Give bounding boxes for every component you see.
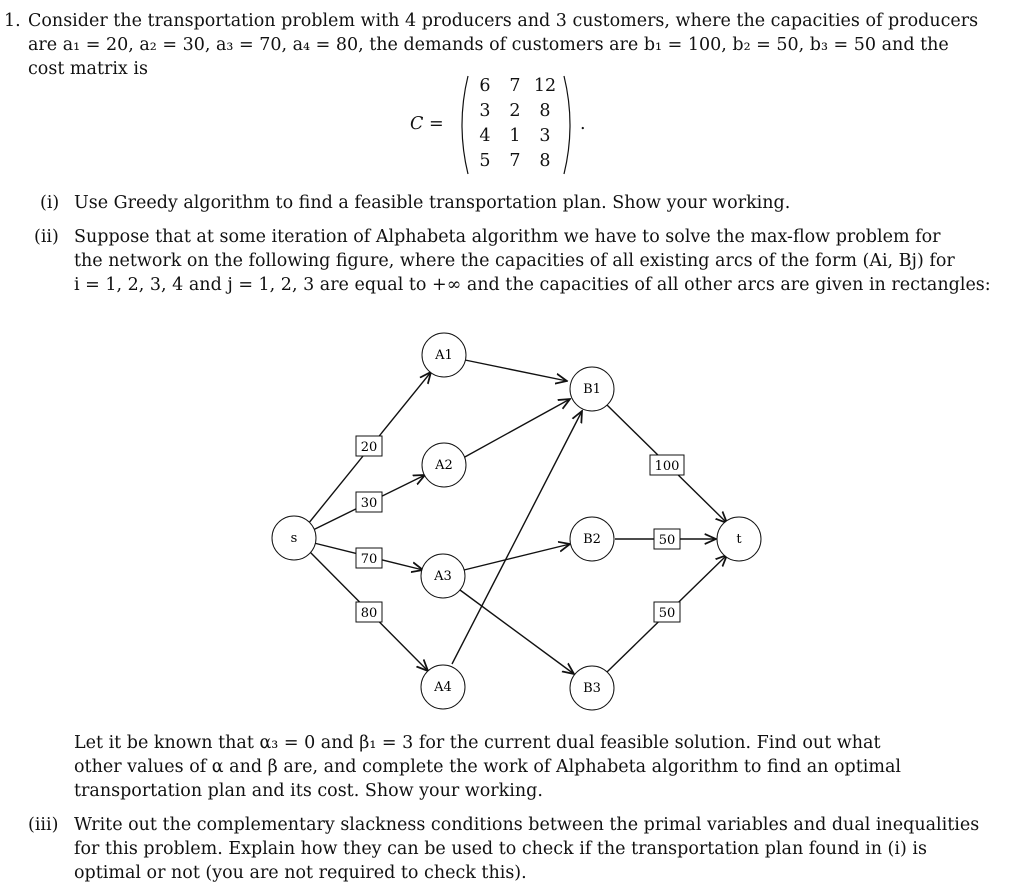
part-iii-line-2: for this problem. Explain how they can be used to check if the transportation plan found in (i) is	[74, 839, 927, 859]
capacity-box-B2-t	[654, 529, 680, 549]
node-B2	[570, 517, 614, 561]
capacity-box-B1-t	[650, 455, 684, 475]
node-A1	[422, 333, 466, 377]
edge-A2-B1	[463, 399, 570, 458]
matrix-period: .	[580, 114, 586, 134]
capacity-label: 100	[654, 459, 680, 474]
matrix-cell: 7	[509, 76, 521, 96]
part-i-text: Use Greedy algorithm to find a feasible transportation plan. Show your working.	[74, 193, 791, 213]
capacity-label: 50	[658, 606, 676, 621]
node-t	[717, 517, 761, 561]
part-iii-line-1: Write out the complementary slackness conditions between the primal variables and dual inequalities	[74, 815, 980, 835]
node-B3	[570, 666, 614, 710]
capacity-label: 70	[360, 552, 378, 567]
node-A3	[421, 554, 465, 598]
capacity-label: 30	[360, 496, 378, 511]
part-ii-line-2: the network on the following figure, where the capacities of all existing arcs of the form (Ai, Bj) for	[74, 251, 955, 271]
node-A4	[421, 665, 465, 709]
node-A2	[422, 443, 466, 487]
matrix-cell: 8	[539, 101, 551, 121]
capacity-label: 80	[360, 606, 378, 621]
part-ii-after-line-2: other values of α and β are, and complete the work of Alphabeta algorithm to find an optimal	[74, 757, 901, 777]
question-number: 1.	[4, 11, 21, 31]
part-ii-line-3: i = 1, 2, 3, 4 and j = 1, 2, 3 are equal to +∞ and the capacities of all other arcs are given in rectangles:	[74, 275, 991, 295]
part-ii-after-line-3: transportation plan and its cost. Show your working.	[74, 781, 543, 801]
edge-A3-B2	[464, 544, 570, 570]
node-B1	[570, 367, 614, 411]
part-ii-after-line-1: Let it be known that α₃ = 0 and β₁ = 3 for the current dual feasible solution. Find out what	[74, 733, 881, 753]
part-i-marker: (i)	[40, 193, 60, 213]
matrix-cell: 5	[479, 151, 491, 171]
intro-line-2: are a₁ = 20, a₂ = 30, a₃ = 70, a₄ = 80, the demands of customers are b₁ = 100, b₂ = 50, b₃ = 50 and the	[28, 35, 949, 55]
matrix-cell: 3	[539, 126, 551, 146]
capacity-label: 20	[360, 440, 378, 455]
node-label: B1	[583, 382, 601, 397]
capacity-box-s-A1	[356, 436, 382, 456]
intro-line-1: Consider the transportation problem with 4 producers and 3 customers, where the capacities of producers	[28, 11, 979, 31]
capacity-box-s-A3	[356, 548, 382, 568]
matrix-cell: 7	[509, 151, 521, 171]
matrix-cell: 12	[533, 76, 557, 96]
part-iii-marker: (iii)	[28, 815, 59, 835]
edge-A3-B3	[460, 590, 574, 674]
capacity-box-s-A2	[356, 492, 382, 512]
matrix-cell: 1	[509, 126, 521, 146]
matrix-cell: 3	[479, 101, 491, 121]
node-label: B3	[583, 681, 601, 696]
part-ii-line-1: Suppose that at some iteration of Alphabeta algorithm we have to solve the max-flow problem for	[74, 227, 941, 247]
node-label: B2	[583, 532, 601, 547]
matrix-cell: 6	[479, 76, 491, 96]
capacity-box-B3-t	[654, 602, 680, 622]
part-ii-marker: (ii)	[34, 227, 59, 247]
matrix-cell: 8	[539, 151, 551, 171]
capacity-label: 50	[658, 533, 676, 548]
node-label: A2	[435, 458, 453, 473]
node-label: t	[736, 532, 742, 547]
node-label: A1	[435, 348, 453, 363]
node-label: A3	[434, 569, 452, 584]
matrix-cell: 2	[509, 101, 521, 121]
node-label: s	[290, 531, 298, 546]
edge-A4-B1	[452, 411, 582, 664]
node-s	[272, 516, 316, 560]
cost-matrix-label: C =	[410, 114, 444, 134]
edge-A1-B1	[465, 360, 567, 381]
intro-line-3: cost matrix is	[28, 59, 148, 79]
capacity-box-s-A4	[356, 602, 382, 622]
matrix-cell: 4	[479, 126, 491, 146]
part-iii-line-3: optimal or not (you are not required to check this).	[74, 863, 527, 883]
node-label: A4	[434, 680, 452, 695]
